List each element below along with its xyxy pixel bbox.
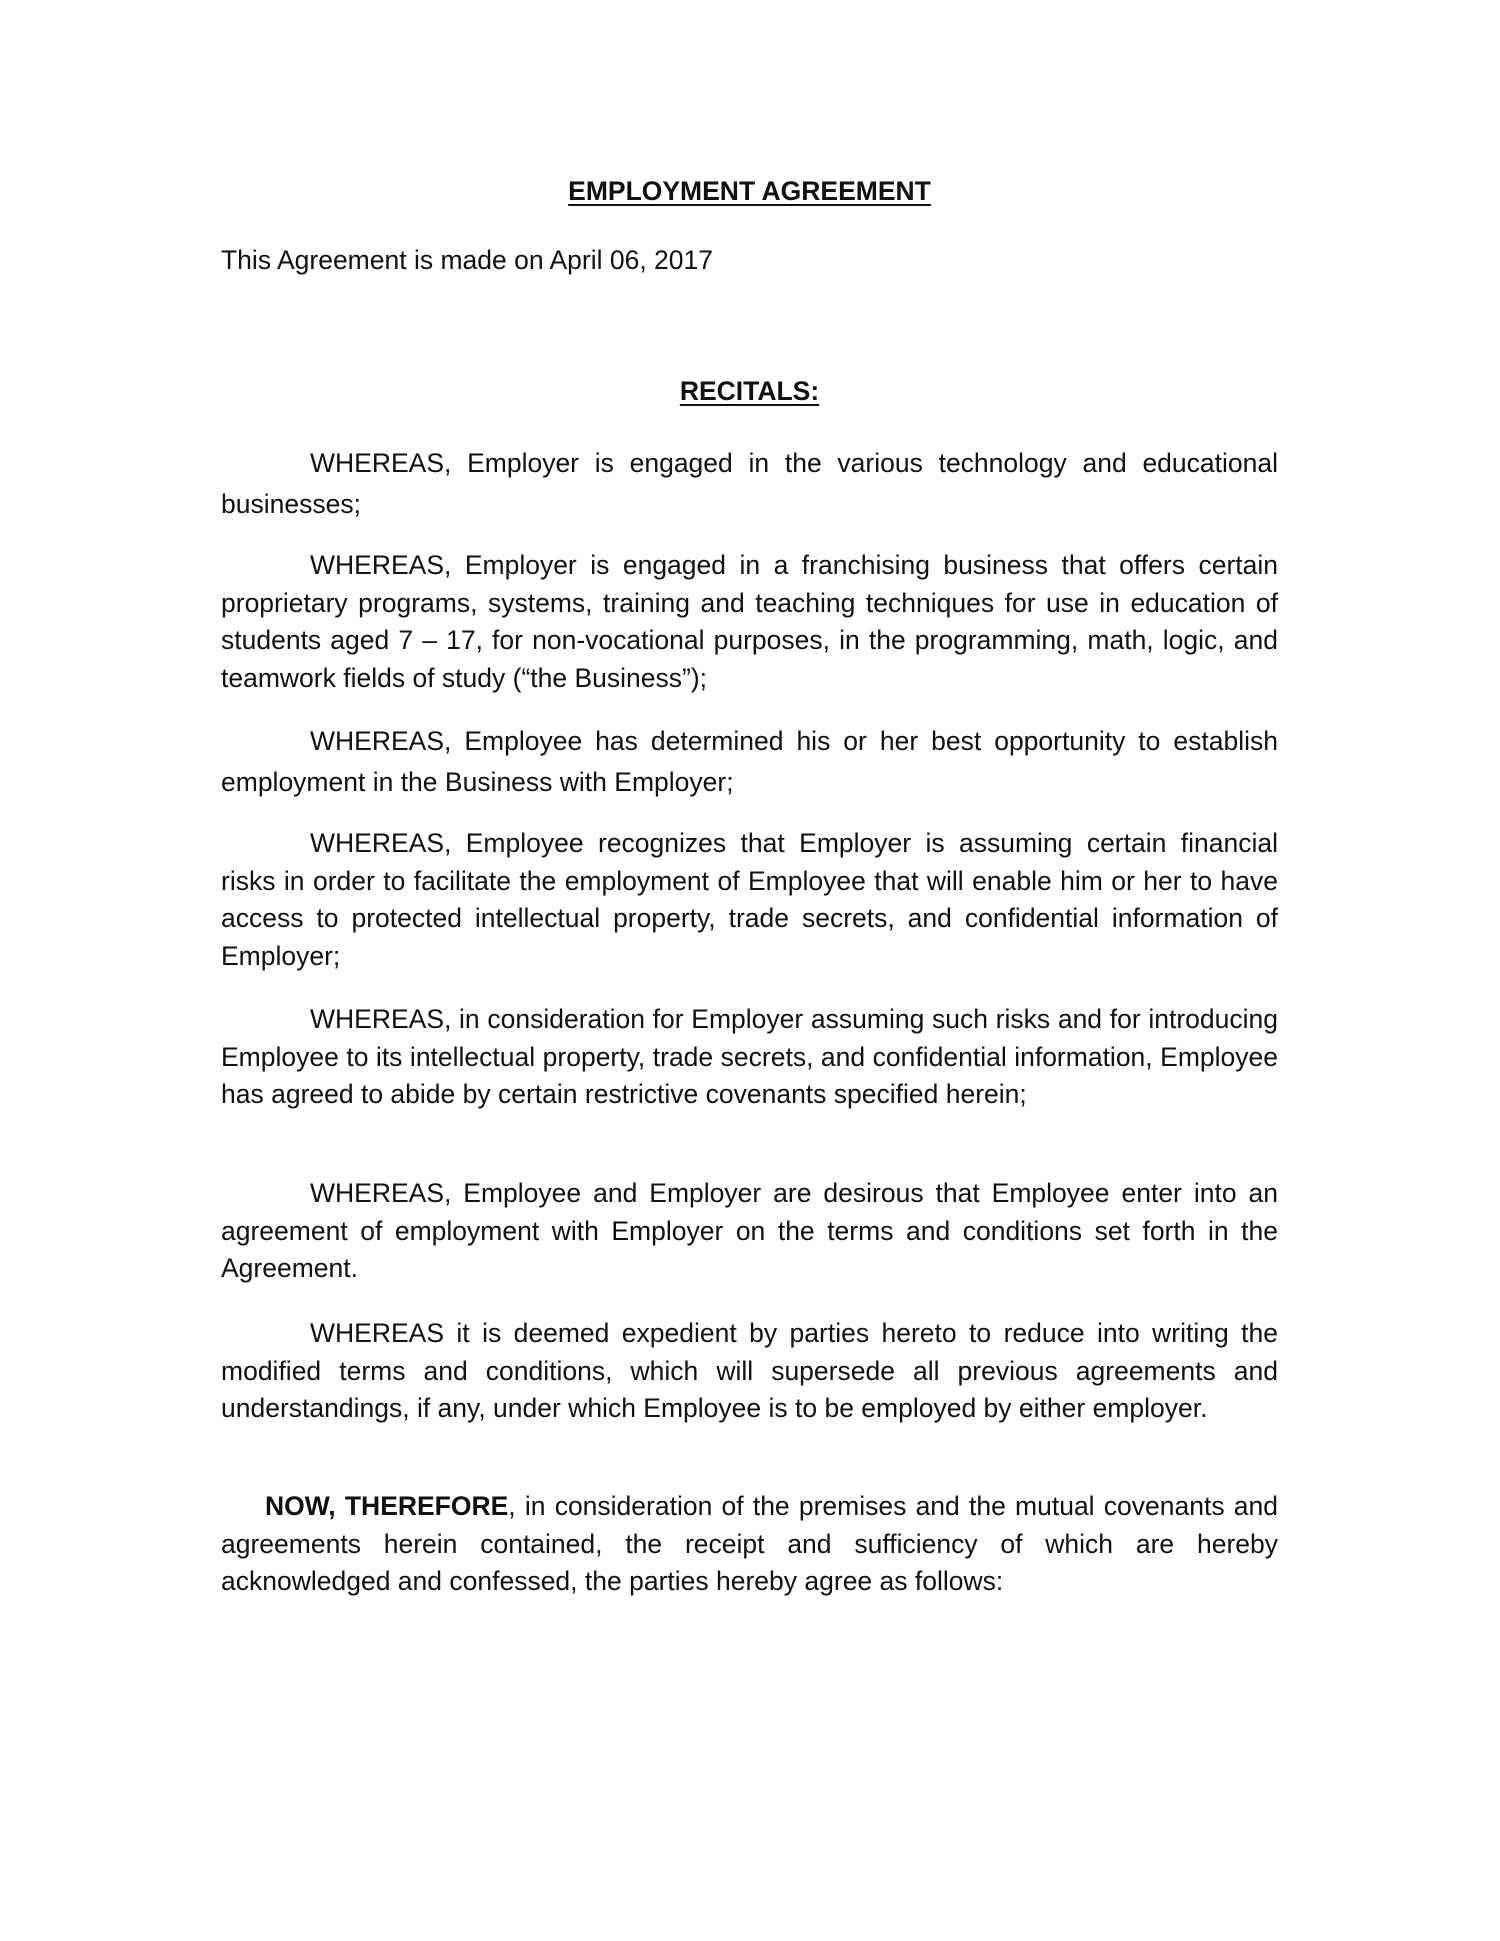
recital-paragraph: WHEREAS, Employee and Employer are desirous that Employee enter into an agreement of employment with Employer on the terms and conditions set forth in the Agreement. — [221, 1178, 1278, 1283]
now-therefore-paragraph — [221, 1488, 1278, 1601]
recital-paragraph: WHEREAS, Employer is engaged in a franchising business that offers certain proprietary programs, systems, training and teaching techniques for use in education of students aged 7 – 17, for non-vocational purposes, in the programming, math, logic, and teamwork fields of study (“the Business”); — [221, 550, 1278, 693]
now-therefore-text: , in consideration of the premises and the mutual covenants and agreements herein contained, the receipt and sufficiency of which are hereby acknowledged and confessed, the parties hereby agree as follows: — [221, 1491, 1278, 1596]
recital-paragraph: WHEREAS, Employee has determined his or her best opportunity to establish employment in the Business with Employer; — [221, 726, 1278, 797]
recital-paragraph: WHEREAS, Employee recognizes that Employer is assuming certain financial risks in order to facilitate the employment of Employee that will enable him or her to have access to protected intellectual property, trade secrets, and confidential information of Employer; — [221, 828, 1278, 971]
recital-paragraph: WHEREAS, in consideration for Employer assuming such risks and for introducing Employee to its intellectual property, trade secrets, and confidential information, Employee has agreed to abide by certain restrictive covenants specified herein; — [221, 1004, 1278, 1109]
now-therefore-bold: NOW, THEREFORE — [265, 1491, 509, 1521]
recitals-heading: RECITALS: — [679, 376, 820, 406]
recital-paragraph: WHEREAS it is deemed expedient by parties hereto to reduce into writing the modified terms and conditions, which will supersede all previous agreements and understandings, if any, under which Employee is to be employed by either employer. — [221, 1318, 1278, 1423]
document-title: EMPLOYMENT AGREEMENT — [568, 176, 931, 206]
agreement-date: This Agreement is made on April 06, 2017 — [221, 245, 714, 275]
recital-paragraph: WHEREAS, Employer is engaged in the various technology and educational businesses; — [221, 448, 1278, 519]
